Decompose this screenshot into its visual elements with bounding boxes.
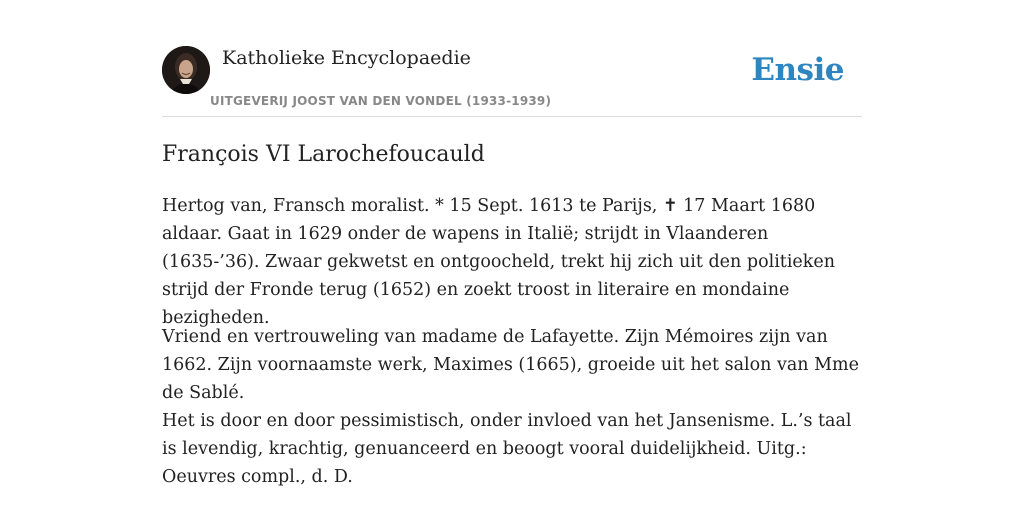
article-title: François VI Larochefoucauld (162, 142, 485, 167)
portrait-icon (162, 46, 210, 94)
article-paragraph-2: Vriend en vertrouweling van madame de Lafayette. Zijn Mémoires zijn van 1662. Zijn voornaamste werk, Maximes (1665), groeide uit het salon van Mme de Sablé. (162, 327, 859, 403)
site-header (162, 46, 862, 117)
article-paragraph-1: Hertog van, Fransch moralist. * 15 Sept. 1613 te Parijs, ✝ 17 Maart 1680 aldaar. Gaat in 1629 onder de wapens in Italië; strijdt in Vlaanderen (1635-’36). Zwaar gekwetst en ontgoocheld, trekt hij zich uit den politieken strijd der Fronde terug (1652) en zoekt troost in literaire en mondaine bezigheden. (162, 196, 836, 328)
article-paragraph-3: Het is door en door pessimistisch, onder invloed van het Jansenisme. L.’s taal is levendig, krachtig, genuanceerd en beoogt vooral duidelijkheid. Uitg.: Oeuvres compl., d. D. (162, 411, 852, 487)
portrait-avatar-icon[interactable] (162, 46, 210, 94)
brand-logo[interactable]: Ensie (751, 52, 844, 88)
publisher-label: UITGEVERIJ JOOST VAN DEN VONDEL (1933-1939) (210, 94, 552, 108)
site-title[interactable]: Katholieke Encyclopaedie (222, 47, 471, 69)
